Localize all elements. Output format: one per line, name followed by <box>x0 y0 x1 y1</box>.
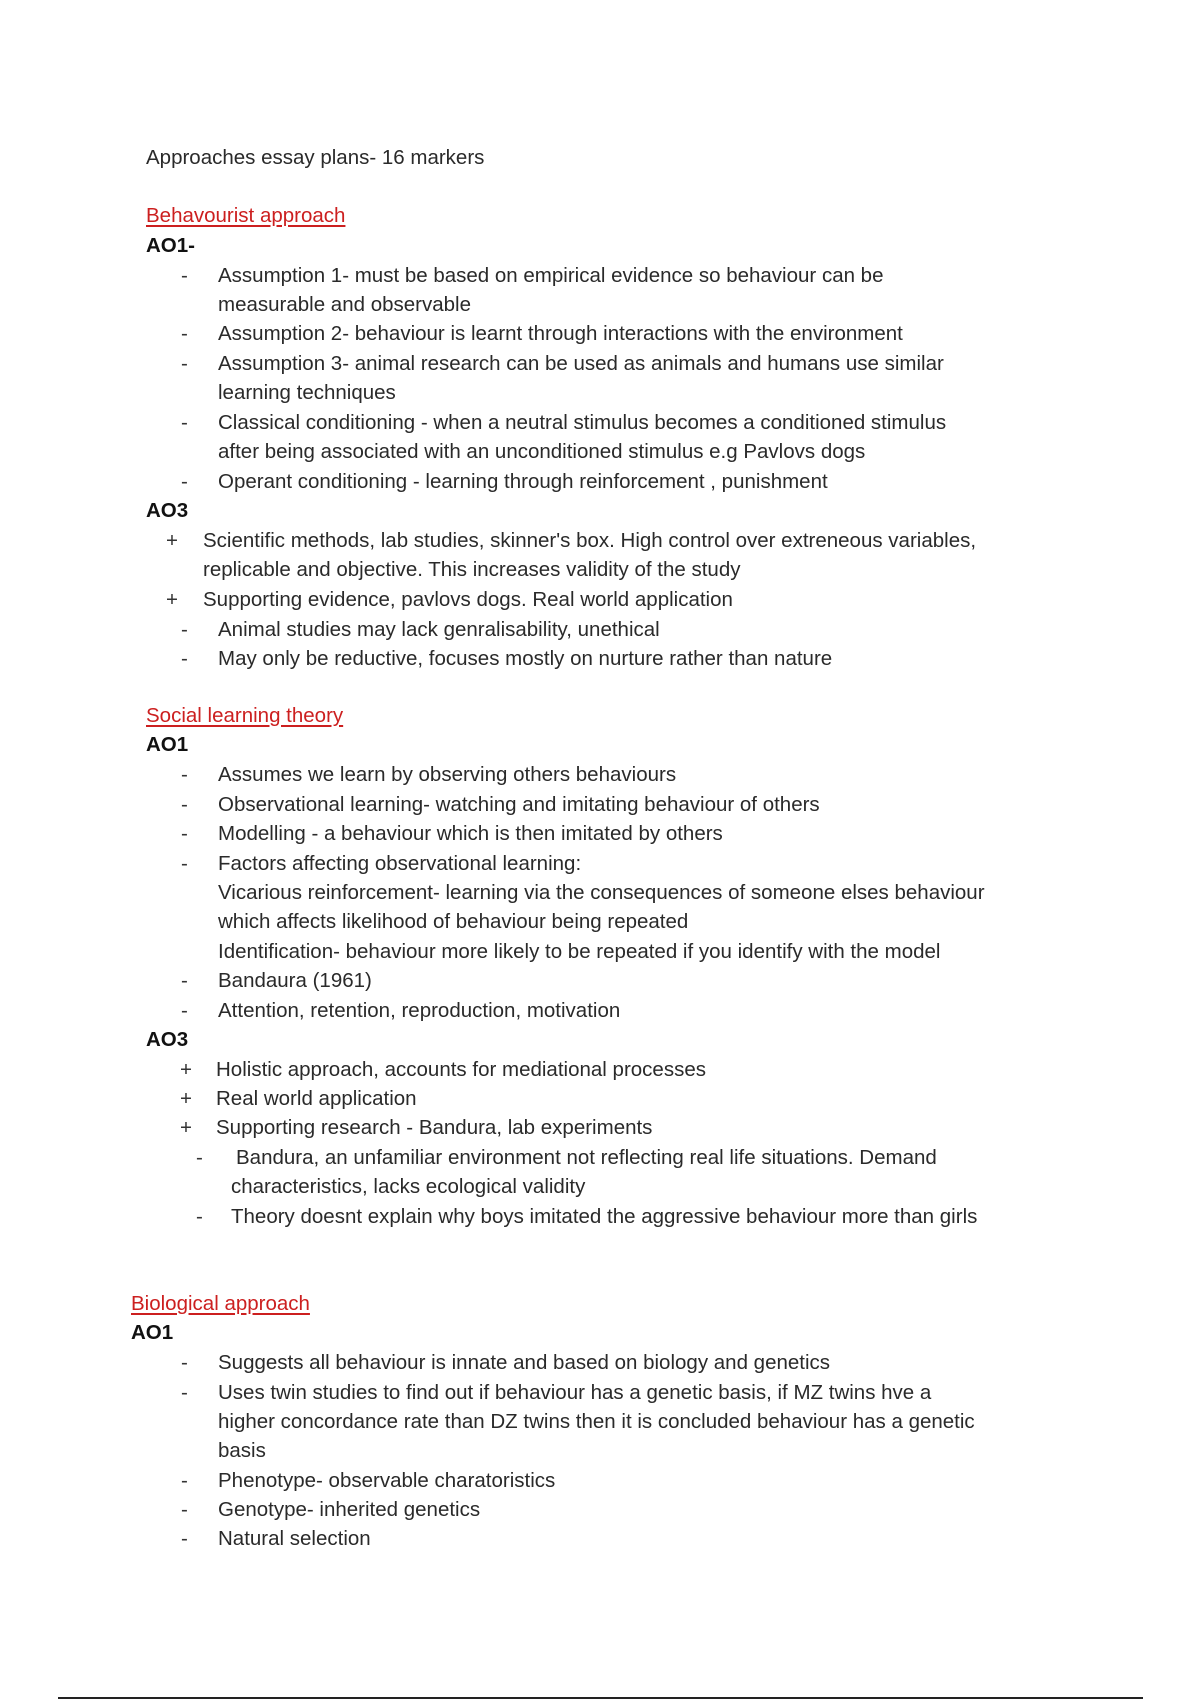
list-item: Modelling - a behaviour which is then imitated by others <box>218 822 723 845</box>
list-item: Assumption 1- must be based on empirical evidence so behaviour can be <box>218 264 884 287</box>
bullet-dash: - <box>181 618 188 641</box>
ao1-label-behaviourist: AO1- <box>146 234 195 257</box>
bullet-dash: - <box>181 1351 188 1374</box>
bullet-dash: - <box>181 999 188 1022</box>
bullet-dash: - <box>181 763 188 786</box>
list-item: May only be reductive, focuses mostly on nurture rather than nature <box>218 647 833 670</box>
bullet-dash: - <box>181 1469 188 1492</box>
bullet-dash: - <box>196 1205 203 1228</box>
list-item: Suggests all behaviour is innate and based on biology and genetics <box>218 1351 831 1374</box>
bullet-dash: - <box>196 1146 203 1169</box>
list-item-continued: learning techniques <box>218 381 396 404</box>
bullet-dash: - <box>181 470 188 493</box>
list-item: Attention, retention, reproduction, motivation <box>218 999 621 1022</box>
bullet-plus: + <box>166 529 178 552</box>
list-item: Factors affecting observational learning: <box>218 852 582 875</box>
list-item-continued: basis <box>218 1439 266 1462</box>
list-item: Supporting research - Bandura, lab experiments <box>216 1116 653 1139</box>
list-item-continued: higher concordance rate than DZ twins then it is concluded behaviour has a genetic <box>218 1410 975 1433</box>
list-item: Bandura, an unfamiliar environment not reflecting real life situations. Demand <box>236 1146 937 1169</box>
list-item: Assumption 2- behaviour is learnt through interactions with the environment <box>218 322 903 345</box>
page-bottom-rule <box>58 1697 1143 1699</box>
list-item: Scientific methods, lab studies, skinner's box. High control over extreneous variables, <box>203 529 977 552</box>
bullet-dash: - <box>181 352 188 375</box>
list-item: Assumes we learn by observing others behaviours <box>218 763 677 786</box>
list-item: Bandaura (1961) <box>218 969 372 992</box>
list-item-continued: measurable and observable <box>218 293 471 316</box>
section-heading-social-learning: Social learning theory <box>146 704 344 727</box>
list-item-continued: which affects likelihood of behaviour being repeated <box>218 910 689 933</box>
section-heading-biological: Biological approach <box>131 1292 310 1315</box>
list-item: Animal studies may lack genralisability, unethical <box>218 618 660 641</box>
ao3-label-behaviourist: AO3 <box>146 499 189 522</box>
list-item: Natural selection <box>218 1527 371 1550</box>
list-item: Phenotype- observable charatoristics <box>218 1469 556 1492</box>
list-item-continued: after being associated with an unconditioned stimulus e.g Pavlovs dogs <box>218 440 866 463</box>
bullet-plus: + <box>166 588 178 611</box>
list-item: Real world application <box>216 1087 417 1110</box>
list-item: Uses twin studies to find out if behaviour has a genetic basis, if MZ twins hve a <box>218 1381 932 1404</box>
bullet-dash: - <box>181 969 188 992</box>
list-item-continued: characteristics, lacks ecological validity <box>231 1175 586 1198</box>
bullet-dash: - <box>181 1498 188 1521</box>
section-heading-behaviourist: Behavourist approach <box>146 204 346 227</box>
bullet-plus: + <box>180 1116 192 1139</box>
list-item: Holistic approach, accounts for mediational processes <box>216 1058 706 1081</box>
list-item: Operant conditioning - learning through reinforcement , punishment <box>218 470 828 493</box>
bullet-plus: + <box>180 1058 192 1081</box>
list-item: Classical conditioning - when a neutral stimulus becomes a conditioned stimulus <box>218 411 947 434</box>
bullet-dash: - <box>181 647 188 670</box>
document-title: Approaches essay plans- 16 markers <box>146 146 485 169</box>
list-item-continued: Vicarious reinforcement- learning via the consequences of someone elses behaviour <box>218 881 985 904</box>
ao3-label-social-learning: AO3 <box>146 1028 189 1051</box>
bullet-dash: - <box>181 852 188 875</box>
list-item-continued: Identification- behaviour more likely to be repeated if you identify with the model <box>218 940 941 963</box>
list-item: Genotype- inherited genetics <box>218 1498 481 1521</box>
bullet-dash: - <box>181 1527 188 1550</box>
bullet-dash: - <box>181 322 188 345</box>
list-item: Theory doesnt explain why boys imitated the aggressive behaviour more than girls <box>231 1205 978 1228</box>
ao1-label-social-learning: AO1 <box>146 733 189 756</box>
ao1-label-biological: AO1 <box>131 1321 174 1344</box>
list-item: Assumption 3- animal research can be used as animals and humans use similar <box>218 352 944 375</box>
bullet-dash: - <box>181 793 188 816</box>
bullet-plus: + <box>180 1087 192 1110</box>
bullet-dash: - <box>181 411 188 434</box>
bullet-dash: - <box>181 264 188 287</box>
list-item: Supporting evidence, pavlovs dogs. Real world application <box>203 588 733 611</box>
list-item: Observational learning- watching and imitating behaviour of others <box>218 793 820 816</box>
bullet-dash: - <box>181 822 188 845</box>
bullet-dash: - <box>181 1381 188 1404</box>
list-item-continued: replicable and objective. This increases validity of the study <box>203 558 741 581</box>
